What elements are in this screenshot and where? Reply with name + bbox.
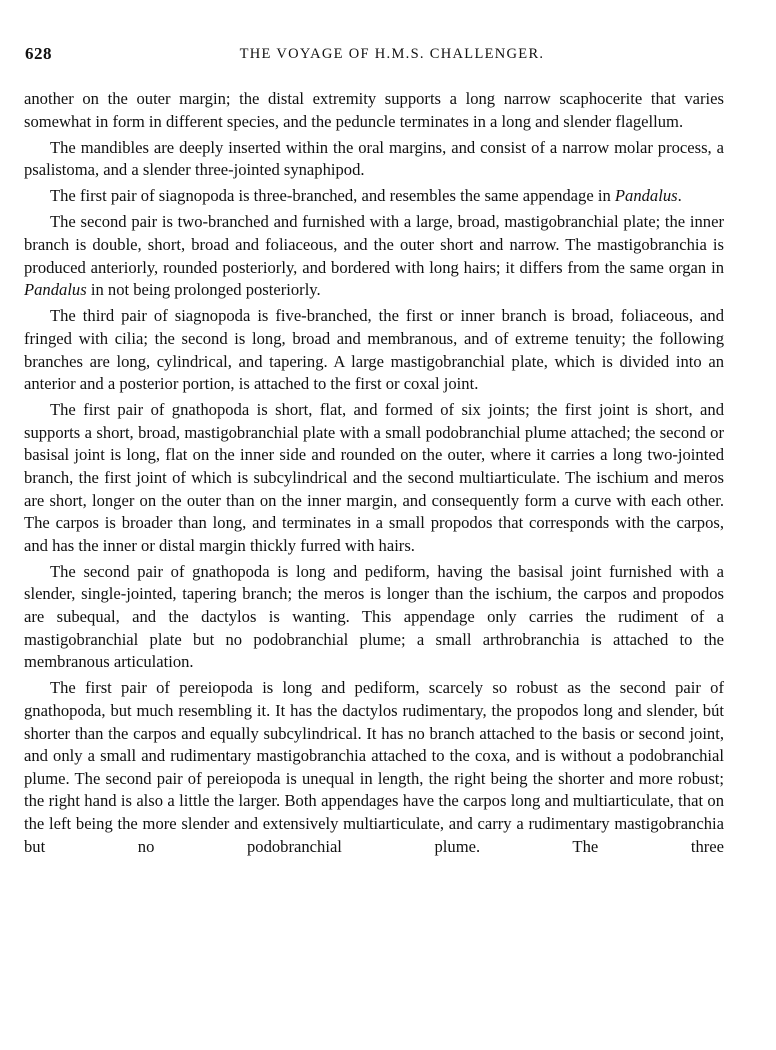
page-number: 628 bbox=[25, 44, 52, 63]
paragraph-8 bbox=[24, 677, 724, 858]
paragraph-6 bbox=[24, 399, 724, 557]
paragraph-3-text-before: The first pair of siagnopoda is three-branched, and resembles the same appendage in bbox=[50, 186, 615, 206]
body-text bbox=[24, 88, 724, 858]
paragraph-3-text-after: . bbox=[677, 186, 682, 206]
paragraph-7 bbox=[24, 561, 724, 674]
paragraph-1-text: another on the outer margin; the distal extremity supports a long narrow scaphocerite that varies somewhat in form in different species, and the peduncle terminates in a long and slender flagellum. bbox=[24, 89, 724, 131]
paragraph-2-text: The mandibles are deeply inserted within the oral margins, and consist of a narrow molar process, a psalistoma, and a slender three-jointed synaphipod. bbox=[24, 137, 724, 180]
paragraph-1 bbox=[24, 88, 724, 133]
page bbox=[24, 38, 724, 862]
paragraph-5-text: The third pair of siagnopoda is five-branched, the first or inner branch is broad, foliaceous, and fringed with cilia; the second is long, broad and membranous, and of extreme tenuity; the following branches are long, cylindrical, and tapering. A large mastigobranchial plate, which is divided into an anterior and a posterior portion, is attached to the first or coxal joint. bbox=[24, 306, 724, 394]
genus-name-italic: Pandalus bbox=[24, 280, 87, 300]
running-title: THE VOYAGE OF H.M.S. CHALLENGER. bbox=[239, 46, 545, 62]
page-header bbox=[24, 38, 724, 64]
paragraph-8-text: The first pair of pereiopoda is long and pediform, scarcely so robust as the second pair of gnathopoda, but much resembling it. It has the dactylos rudimentary, the propodos long and slender, bút shorter than the carpos and equally subcylindrical. It has no branch attached to the basis or second joint, and only a small and rudimentary mastigobranchia attached to the coxa, and is without a podobranchial plume. The second pair of pereiopoda is unequal in length, the right being the shorter and more robust; the right hand is also a little the larger. Both appendages have the carpos long and multiarticulate, that on the left being the more slender and extensively multiarticulate, and carry a rudimentary mastigobranchia but no podobranchial plume. The three bbox=[24, 678, 724, 856]
paragraph-4 bbox=[24, 211, 724, 301]
paragraph-3 bbox=[24, 185, 724, 208]
paragraph-7-text: The second pair of gnathopoda is long and pediform, having the basisal joint furnished with a slender, single-jointed, tapering branch; the meros is longer than the ischium, the carpos and propodos are subequal, and the dactylos is wanting. This appendage only carries the rudiment of a mastigobranchial plate but no podobranchial plume; a small arthrobranchia is attached to the membranous articulation. bbox=[24, 561, 724, 672]
paragraph-5 bbox=[24, 305, 724, 395]
paragraph-2 bbox=[24, 137, 724, 182]
paragraph-4-text-before: The second pair is two-branched and furnished with a large, broad, mastigobranchial plate; the inner branch is double, short, broad and foliaceous, and the outer short and narrow. The mastigobranchia is produced anteriorly, rounded posteriorly, and bordered with long hairs; it differs from the same organ in bbox=[24, 212, 724, 277]
genus-name-italic: Pandalus bbox=[614, 186, 678, 206]
paragraph-4-text-after: in not being prolonged posteriorly. bbox=[86, 280, 321, 300]
paragraph-6-text: The first pair of gnathopoda is short, flat, and formed of six joints; the first joint is short, and supports a short, broad, mastigobranchial plate with a small podobranchial plume attached; the second or basisal joint is long, flat on the inner side and rounded on the outer, where it carries a long two-jointed branch, the first joint of which is subcylindrical and the second multiarticulate. The ischium and meros are short, longer on the outer than on the inner margin, and consequently form a curve with each other. The carpos is broader than long, and terminates in a small propodos that corresponds with the carpos, and has the inner or distal margin thickly furred with hairs. bbox=[24, 400, 724, 555]
